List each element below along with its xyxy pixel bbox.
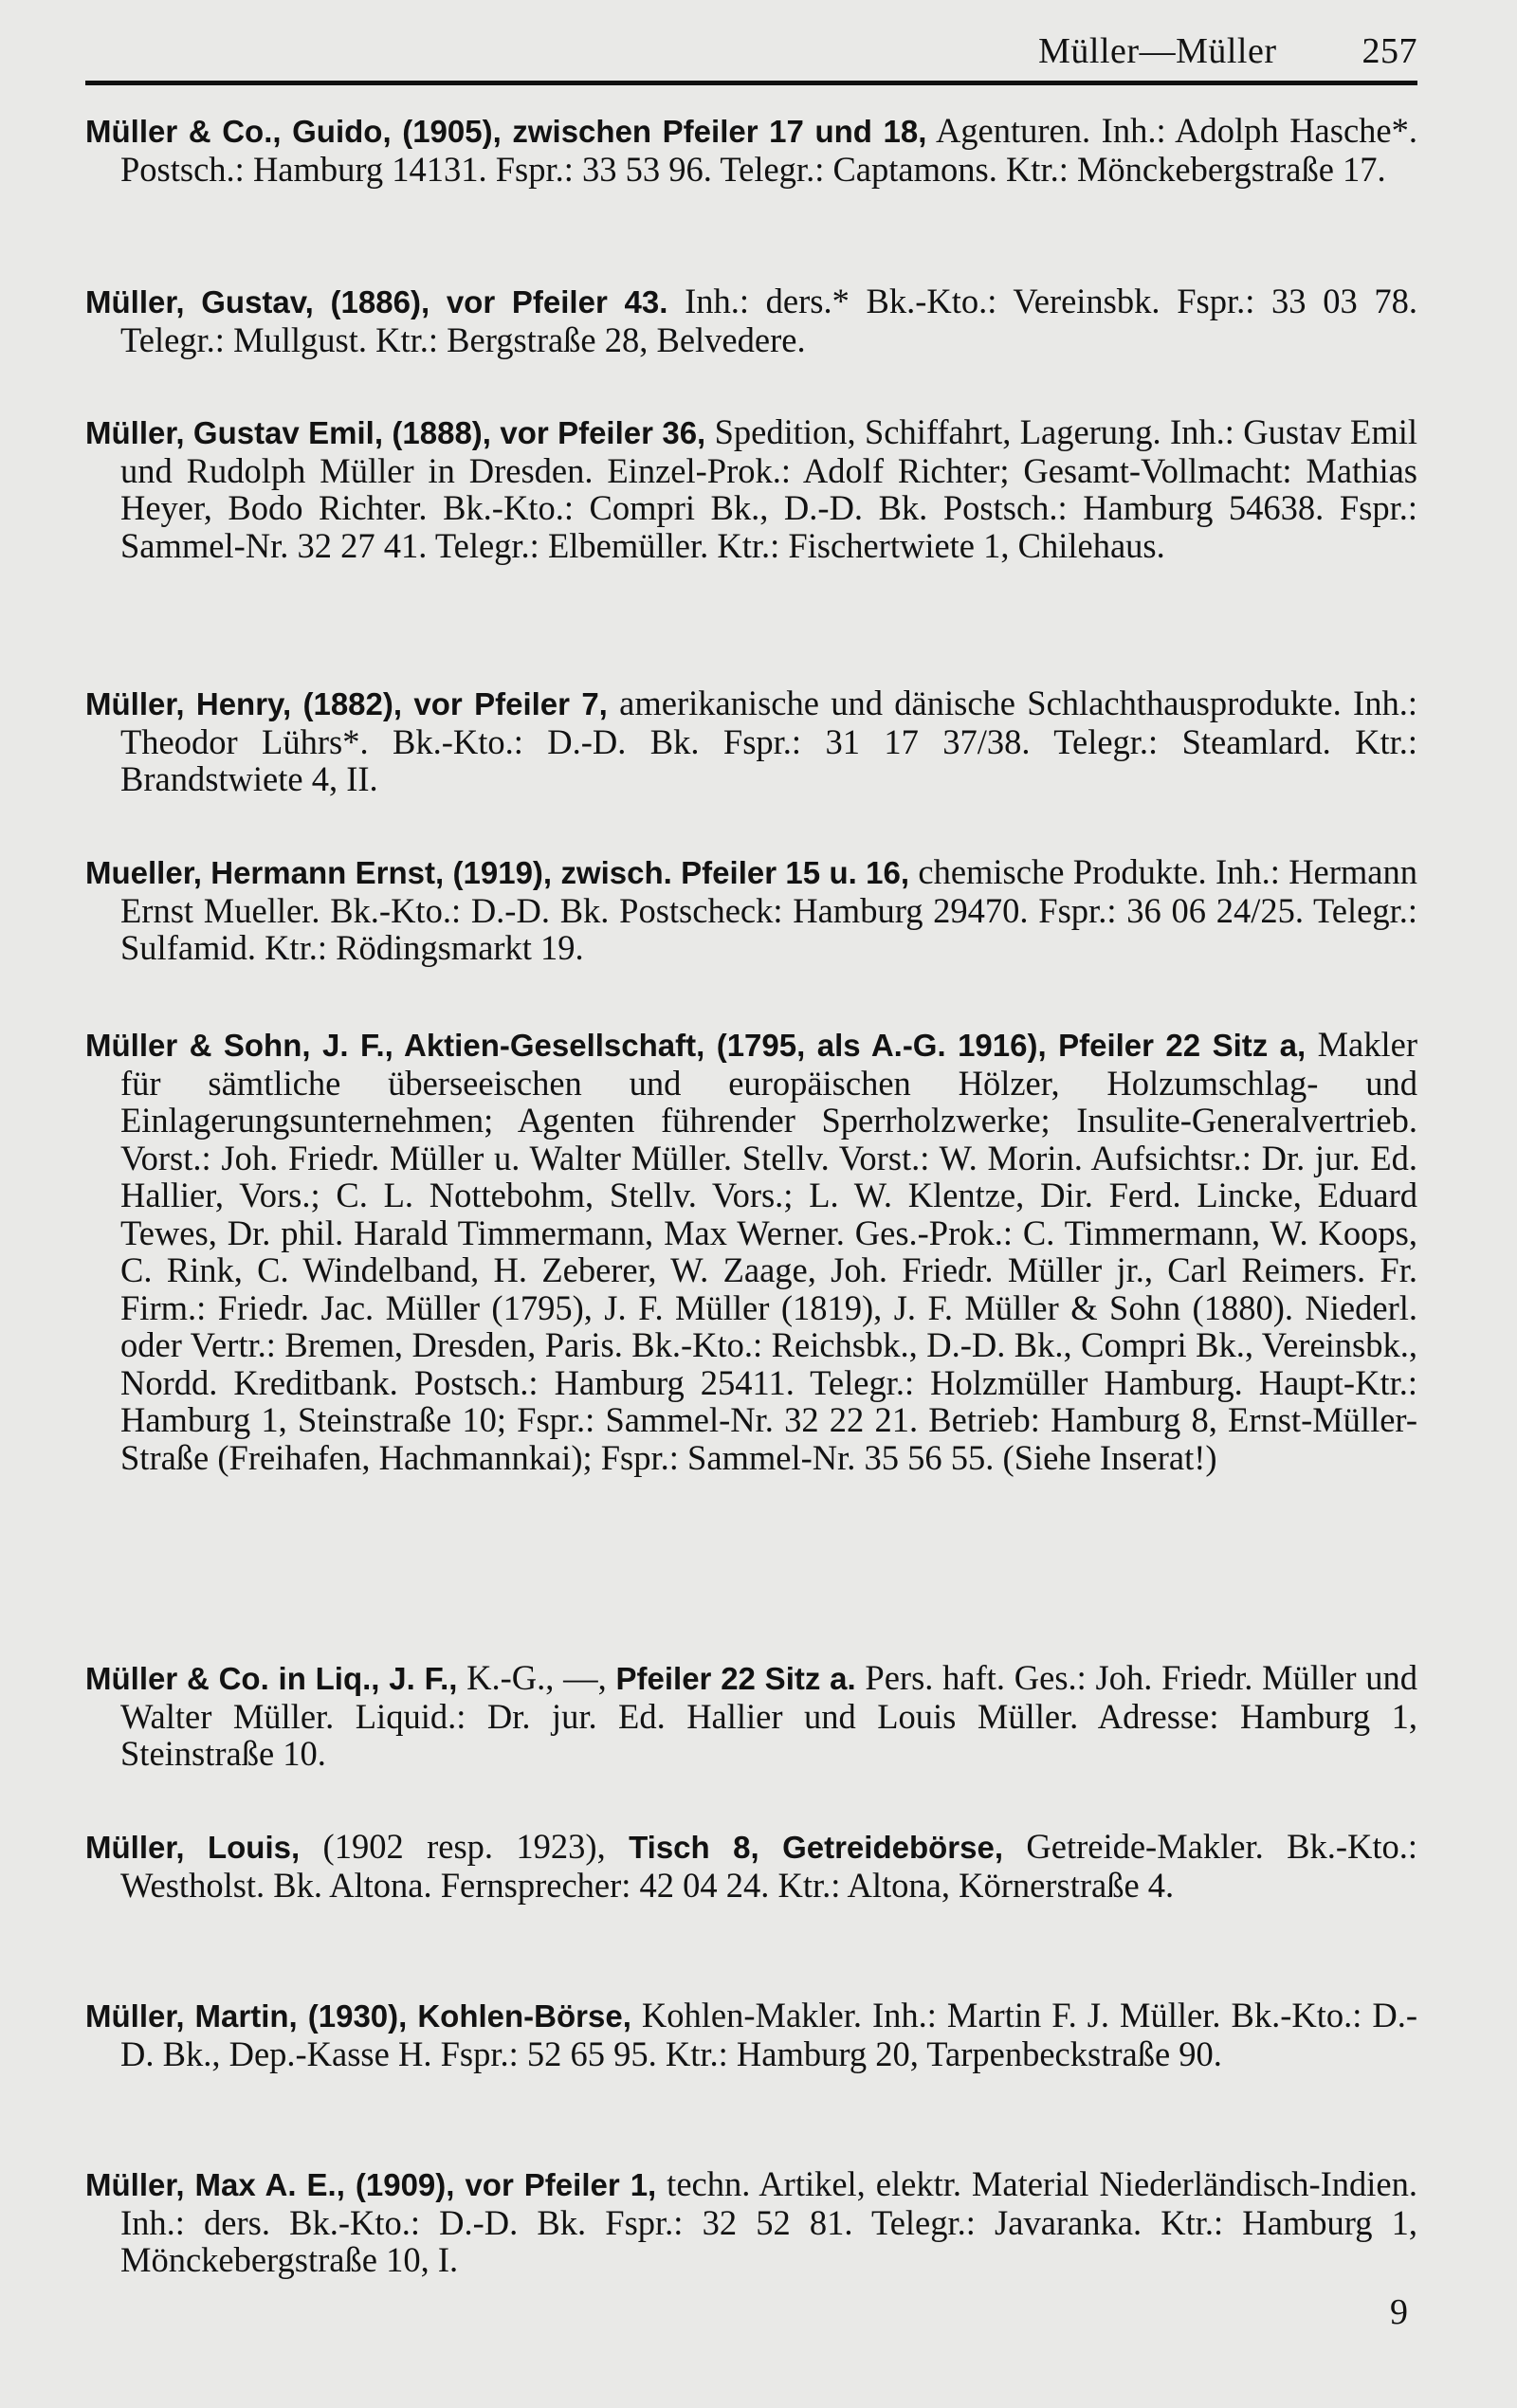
header-title: Müller—Müller [1038, 31, 1277, 71]
entry-mueller-henry [85, 684, 1417, 798]
entry-text-continued: Getreide-Makler. Bk.-Kto.: Westholst. Bk. Altona. Fernsprecher: 42 04 24. Ktr.: Altona, Körnerstraße 4. [120, 1827, 1418, 1905]
entry-heading-location: Pfeiler 22 Sitz a. [615, 1661, 856, 1696]
header-rule [85, 81, 1417, 85]
entry-heading-location: Tisch 8, Getreidebörse, [629, 1830, 1004, 1865]
entry-mueller-gustav-emil [85, 413, 1417, 564]
entry-heading: Müller, Gustav, (1886), vor Pfeiler 43. [85, 284, 668, 319]
entry-mueller-co-guido [85, 112, 1417, 188]
directory-page [85, 0, 1417, 2408]
entry-text: Agenturen. Inh.: Adolph Hasche*. Postsch.: Hamburg 14131. Fspr.: 33 53 96. Telegr.: Captamons. Ktr.: Mönckebergstraße 17. [120, 111, 1417, 189]
entry-heading: Müller, Henry, (1882), vor Pfeiler 7, [85, 686, 608, 721]
entry-text-continued: Pers. haft. Ges.: Joh. Friedr. Müller und Walter Müller. Liquid.: Dr. jur. Ed. Hallier und Louis Müller. Adresse: Hamburg 1, Steinstraße 10. [120, 1658, 1417, 1773]
entry-mueller-co-liq [85, 1659, 1417, 1773]
entry-heading: Müller, Martin, (1930), Kohlen-Börse, [85, 1998, 631, 2034]
entry-text: Makler für sämtliche überseeischen und europäischen Hölzer, Holzumschlag- und Einlagerungsunternehmen; Agenten führender Sperrholzwerke; Insulite-Generalvertrieb. Vorst.: Joh. Friedr. Müller u. Walter Müller. Stellv. Vorst.: W. Morin. Aufsichtsr.: Dr. jur. Ed. Hallier, Vors.; C. L. Nottebohm, Stellv. Vors.; L. W. Klentze, Dir. Ferd. Lincke, Eduard Tewes, Dr. phil. Harald Timmermann, Max Werner. Ges.-Prok.: C. Timmermann, W. Koops, C. Rink, C. Windelband, H. Zeberer, W. Zaage, Joh. Friedr. Müller jr., Carl Reimers. Fr. Firm.: Friedr. Jac. Müller (1795), J. F. Müller (1819), J. F. Müller & Sohn (1880). Niederl. oder Vertr.: Bremen, Dresden, Paris. Bk.-Kto.: Reichsbk., D.-D. Bk., Compri Bk., Vereinsbk., Nordd. Kreditbank. Postsch.: Hamburg 25411. Telegr.: Holzmüller Hamburg. Haupt-Ktr.: Hamburg 1, Steinstraße 10; Fspr.: Sammel-Nr. 32 22 21. Betrieb: Hamburg 8, Ernst-Müller-Straße (Freihafen, Hachmannkai); Fspr.: Sammel-Nr. 35 56 55. (Siehe Inserat!) [120, 1025, 1418, 1477]
entry-mueller-hermann-ernst [85, 853, 1417, 967]
entry-mueller-sohn-jf [85, 1026, 1417, 1476]
entry-text: Kohlen-Makler. Inh.: Martin F. J. Müller. Bk.-Kto.: D.-D. Bk., Dep.-Kasse H. Fspr.: 52 65 95. Ktr.: Hamburg 20, Tarpenbeckstraße 90. [120, 1996, 1418, 2073]
header-page-number: 257 [1362, 31, 1417, 71]
signature-mark: 9 [1390, 2292, 1408, 2332]
entry-text: techn. Artikel, elektr. Material Niederländisch-Indien. Inh.: ders. Bk.-Kto.: D.-D. Bk. Fspr.: 32 52 81. Telegr.: Javaranka. Ktr.: Hamburg 1, Mönckebergstraße 10, I. [120, 2164, 1418, 2279]
entry-mueller-louis [85, 1828, 1417, 1904]
entry-mueller-max [85, 2165, 1417, 2279]
entry-mueller-gustav [85, 283, 1417, 358]
entry-heading: Müller & Co., Guido, (1905), zwischen Pfeiler 17 und 18, [85, 114, 927, 149]
entry-text: chemische Produkte. Inh.: Hermann Ernst Mueller. Bk.-Kto.: D.-D. Bk. Postscheck: Hamburg 29470. Fspr.: 36 06 24/25. Telegr.: Sulfamid. Ktr.: Rödingsmarkt 19. [120, 852, 1417, 967]
entry-heading: Müller, Gustav Emil, (1888), vor Pfeiler 36, [85, 415, 706, 450]
entry-mueller-martin [85, 1997, 1417, 2072]
entry-text: Inh.: ders.* Bk.-Kto.: Vereinsbk. Fspr.: 33 03 78. Telegr.: Mullgust. Ktr.: Bergstraße 28, Belvedere. [120, 282, 1417, 359]
entry-heading: Müller & Sohn, J. F., Aktien-Gesellschaft, (1795, als A.-G. 1916), Pfeiler 22 Sitz a, [85, 1028, 1307, 1063]
entry-text: (1902 resp. 1923), [300, 1827, 630, 1866]
entry-text: Spedition, Schiffahrt, Lagerung. Inh.: Gustav Emil und Rudolph Müller in Dresden. Einzel-Prok.: Adolf Richter; Gesamt-Vollmacht: Mathias Heyer, Bodo Richter. Bk.-Kto.: Compri Bk., D.-D. Bk. Postsch.: Hamburg 54638. Fspr.: Sammel-Nr. 32 27 41. Telegr.: Elbemüller. Ktr.: Fischertwiete 1, Chilehaus. [120, 412, 1417, 565]
entry-text: amerikanische und dänische Schlachthausprodukte. Inh.: Theodor Lührs*. Bk.-Kto.: D.-D. Bk. Fspr.: 31 17 37/38. Telegr.: Steamlard. Ktr.: Brandstwiete 4, II. [120, 684, 1417, 798]
entry-text: K.-G., —, [457, 1658, 616, 1697]
entry-heading: Müller & Co. in Liq., J. F., [85, 1661, 458, 1696]
entry-heading: Mueller, Hermann Ernst, (1919), zwisch. Pfeiler 15 u. 16, [85, 855, 910, 890]
entry-heading: Müller, Louis, [85, 1830, 301, 1865]
running-head [1038, 30, 1417, 72]
entry-heading: Müller, Max A. E., (1909), vor Pfeiler 1, [85, 2167, 657, 2202]
